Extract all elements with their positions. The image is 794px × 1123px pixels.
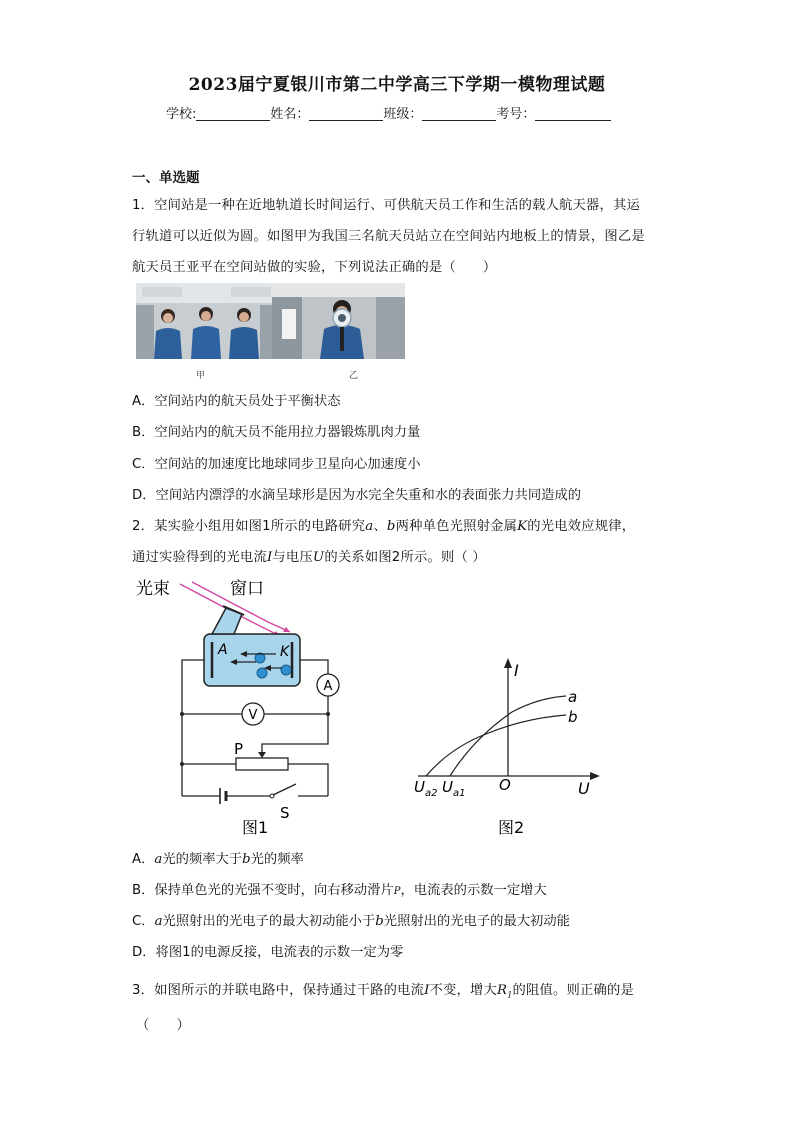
electron <box>257 668 267 678</box>
school-blank[interactable] <box>196 106 270 121</box>
q2-text: 与电压 <box>272 550 313 565</box>
figure2-caption: 图2 <box>498 818 525 837</box>
symbol-b: b <box>242 852 251 867</box>
option-text: B．保持单色光的光强不变时，向右移动滑片 <box>132 883 394 898</box>
figure1-circuit <box>130 568 370 840</box>
beam-label: 光束 <box>136 579 170 599</box>
junction-dot <box>180 762 184 766</box>
option-text: 光照射出的光电子的最大初动能小于 <box>162 914 376 929</box>
student-info-line <box>166 103 611 122</box>
rheostat <box>236 758 288 770</box>
class-label: 班级： <box>383 107 423 122</box>
symbol-i: I <box>424 983 430 998</box>
wire <box>182 660 204 796</box>
water-experiment-photo-illustration <box>272 283 405 359</box>
q3-line2: （ ） <box>136 1018 190 1033</box>
page-title: 2023届宁夏银川市第二中学高三下学期一模物理试题 <box>188 75 606 95</box>
symbol-p: P <box>393 886 401 897</box>
figure1-caption: 图1 <box>242 818 269 837</box>
symbol-a: a <box>365 519 374 534</box>
q1-option-b[interactable]: B．空间站内的航天员不能用拉力器锻炼肌肉力量 <box>132 425 421 440</box>
q2-text: 的光电效应规律， <box>527 519 636 534</box>
exam-no-blank[interactable] <box>535 106 611 121</box>
q2-line1 <box>132 515 635 534</box>
ammeter-label: A <box>323 679 333 694</box>
q1-option-c[interactable]: C．空间站的加速度比地球同步卫星向心加速度小 <box>132 457 421 472</box>
x-axis-label: U <box>578 779 590 798</box>
option-text: A． <box>132 852 155 867</box>
q2-line2 <box>132 546 486 565</box>
y-axis-arrow <box>504 658 512 668</box>
symbol-a: a <box>154 852 163 867</box>
y-axis-label: I <box>514 661 519 680</box>
q1-line1: 1．空间站是一种在近地轨道长时间运行、可供航天员工作和生活的载人航天器，其运 <box>132 198 641 213</box>
wire <box>300 660 328 674</box>
photo-caption-jia: 甲 <box>196 371 206 381</box>
q2-text: 的关系如图2所示。则（ ） <box>324 550 486 565</box>
option-text: 光的频率大于 <box>162 852 243 867</box>
voltmeter-label: V <box>248 708 258 723</box>
origin-label: O <box>499 776 511 794</box>
ua2-label: $U_{a2}$ <box>414 778 438 799</box>
window-label: 窗口 <box>230 579 264 599</box>
photo-yi <box>272 283 405 359</box>
photo-jia <box>136 283 278 359</box>
cathode-label: K <box>280 644 290 660</box>
symbol-r: R <box>497 983 508 998</box>
symbol-i: I <box>266 550 273 565</box>
curve-a-label: a <box>568 688 578 706</box>
option-text: ，电流表的示数一定增大 <box>400 883 547 898</box>
switch-blade[interactable] <box>273 784 296 795</box>
curve-b-label: b <box>568 708 578 726</box>
section-title: 一、单选题 <box>132 170 200 186</box>
q2-text: 、 <box>373 519 387 534</box>
wire <box>288 764 328 796</box>
school-label: 学校: <box>166 107 197 122</box>
name-blank[interactable] <box>309 106 383 121</box>
slider-arrow <box>258 752 266 758</box>
ua1-label: $U_{a1}$ <box>442 778 466 799</box>
q3-text: 的阻值。则正确的是 <box>512 983 635 998</box>
q2-option-c[interactable] <box>132 910 570 929</box>
figure2-iu-graph <box>408 656 608 840</box>
x-axis-arrow <box>590 772 600 780</box>
q3-line1 <box>132 979 634 1000</box>
astronauts-photo-illustration <box>136 283 278 359</box>
option-text: 光照射出的光电子的最大初动能 <box>383 914 570 929</box>
symbol-a: a <box>154 914 163 929</box>
q3-text: 不变，增大 <box>429 983 498 998</box>
q1-line3: 航天员王亚平在空间站做的实验，下列说法正确的是（ ） <box>132 260 497 275</box>
q2-text: 两种单色光照射金属 <box>395 519 518 534</box>
junction-dot <box>180 712 184 716</box>
symbol-b: b <box>375 914 384 929</box>
symbol-b: b <box>386 519 396 534</box>
option-text: C． <box>132 914 155 929</box>
option-text: 光的频率 <box>250 852 304 867</box>
q1-option-a[interactable]: A．空间站内的航天员处于平衡状态 <box>132 394 341 409</box>
junction-dot <box>326 712 330 716</box>
class-blank[interactable] <box>422 106 496 121</box>
name-label: 姓名： <box>270 107 310 122</box>
symbol-r-subscript: 1 <box>507 990 513 1000</box>
switch-label: S <box>280 804 290 822</box>
wire <box>262 696 328 754</box>
slider-label: P <box>234 740 244 758</box>
photo-caption-yi: 乙 <box>349 371 359 381</box>
symbol-u: U <box>312 550 325 565</box>
q2-option-d[interactable]: D．将图1的电源反接，电流表的示数一定为零 <box>132 945 404 960</box>
q2-text: 通过实验得到的光电流 <box>132 550 267 565</box>
q2-option-a[interactable] <box>132 848 304 867</box>
electron <box>281 665 291 675</box>
q1-option-d[interactable]: D．空间站内漂浮的水滴呈球形是因为水完全失重和水的表面张力共同造成的 <box>132 488 582 503</box>
q2-text: 2．某实验小组用如图1所示的电路研究 <box>132 519 366 534</box>
exam-no-label: 考号： <box>496 107 536 122</box>
symbol-k: K <box>517 519 528 534</box>
q2-option-b[interactable] <box>132 879 547 898</box>
anode-label: A <box>218 642 228 658</box>
q3-text: 3．如图所示的并联电路中，保持通过干路的电流 <box>132 983 425 998</box>
q1-line2: 行轨道可以近似为圆。如图甲为我国三名航天员站立在空间站内地板上的情景，图乙是 <box>132 229 645 244</box>
